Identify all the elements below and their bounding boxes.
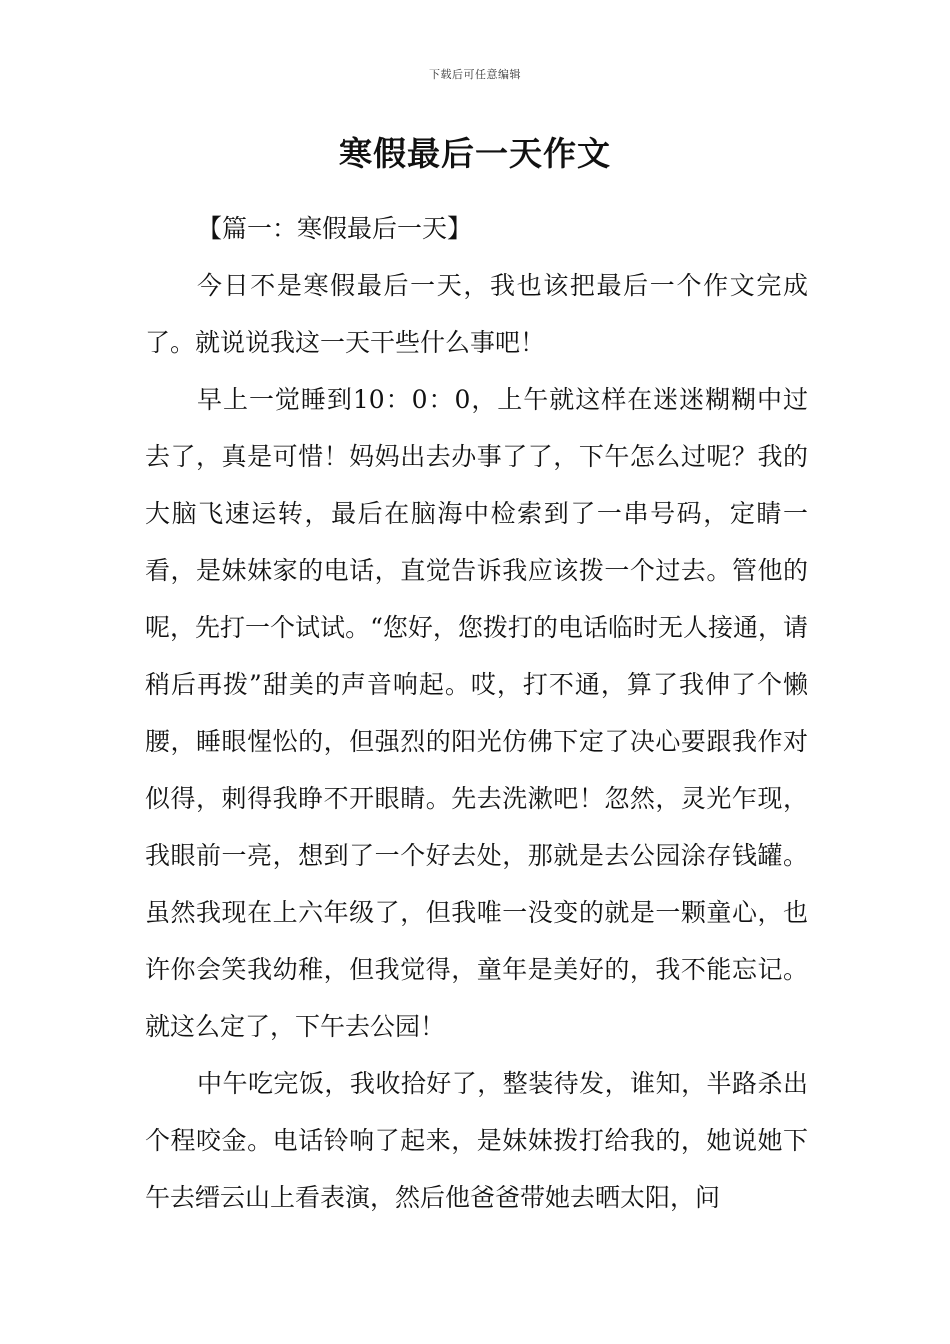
- section-heading: 【篇一：寒假最后一天】: [197, 214, 473, 243]
- header-note: 下载后可任意编辑: [429, 68, 521, 81]
- paragraph: 中午吃完饭，我收拾好了，整装待发，谁知，半路杀出个程咬金。电话铃响了起来，是妹妹拨打给我的，她说她下午去缙云山上看表演，然后他爸爸带她去晒太阳，问: [145, 1069, 808, 1212]
- paragraph: 今日不是寒假最后一天，我也该把最后一个作文完成了。就说说我这一天干些什么事吧！: [145, 271, 808, 357]
- paragraph: 早上一觉睡到10：0：0，上午就这样在迷迷糊糊中过去了，真是可惜！妈妈出去办事了了，下午怎么过呢？我的大脑飞速运转，最后在脑海中检索到了一串号码，定睛一看，是妹妹家的电话，直觉告诉我应该拨一个过去。管他的呢，先打一个试试。“您好，您拨打的电话临时无人接通，请稍后再拨”甜美的声音响起。哎，打不通，算了我伸了个懒腰，睡眼惺忪的，但强烈的阳光仿佛下定了决心要跟我作对似得，刺得我睁不开眼睛。先去洗漱吧！忽然，灵光乍现，我眼前一亮，想到了一个好去处，那就是去公园涂存钱罐。虽然我现在上六年级了，但我唯一没变的就是一颗童心，也许你会笑我幼稚，但我觉得，童年是美好的，我不能忘记。就这么定了，下午去公园！: [145, 385, 808, 1041]
- document-title: 寒假最后一天作文: [339, 134, 611, 173]
- document-body: [145, 200, 808, 1226]
